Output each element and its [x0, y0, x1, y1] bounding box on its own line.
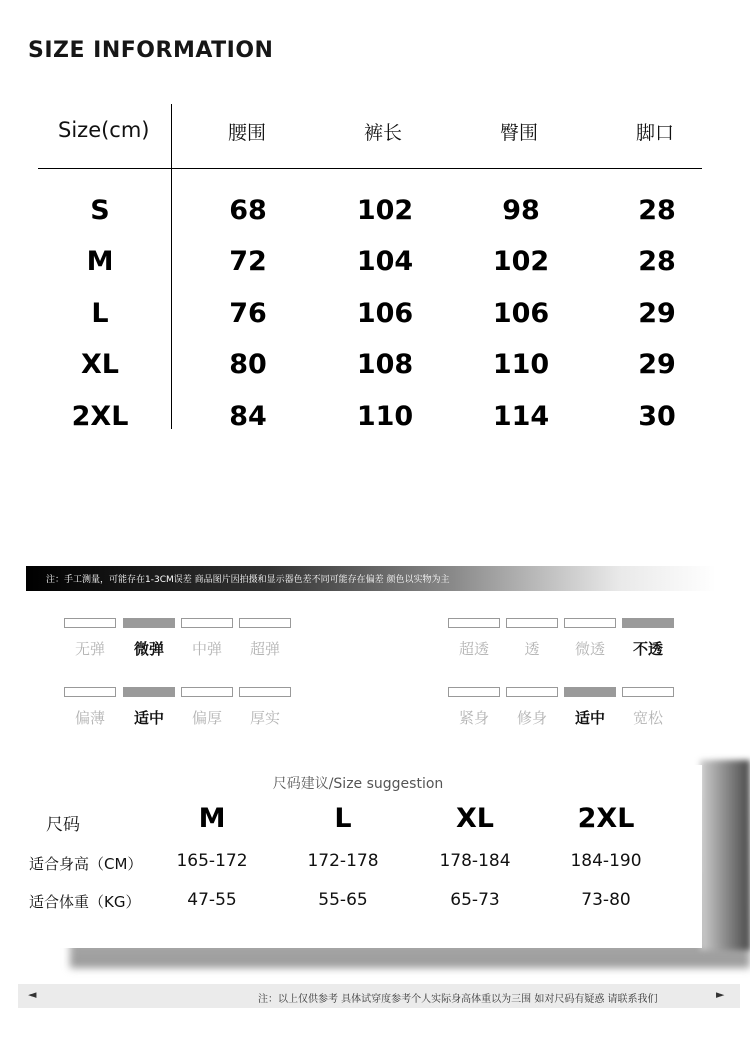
table-cell: 80: [229, 349, 267, 380]
elasticity-label: 无弹: [74, 640, 105, 658]
transparency-label: 微透: [574, 640, 605, 658]
suggestion-title: 尺码建议/Size suggestion: [272, 776, 444, 792]
transparency-label: 透: [524, 640, 540, 658]
table-cell: 106: [356, 298, 414, 329]
suggestion-size-label: 尺码: [46, 815, 80, 835]
thickness-label: 偏厚: [191, 709, 222, 727]
table-header-hip: 臀围: [500, 122, 539, 144]
fit-label: 紧身: [458, 709, 489, 727]
fit-indicator: [506, 687, 558, 697]
suggestion-size: L: [334, 803, 352, 834]
suggestion-height: 184-190: [570, 851, 642, 871]
table-cell: 104: [356, 246, 414, 277]
table-cell: 68: [229, 195, 267, 226]
thickness-indicator: [181, 687, 233, 697]
suggestion-weight-label: 适合体重（KG）: [29, 893, 141, 911]
suggestion-weight: 65-73: [450, 890, 500, 910]
fit-label: 修身: [516, 709, 547, 727]
table-row-label: M: [86, 246, 114, 277]
thickness-label: 偏薄: [74, 709, 105, 727]
table-cell: 28: [638, 246, 676, 277]
suggestion-weight: 47-55: [187, 890, 237, 910]
suggestion-weight: 55-65: [318, 890, 368, 910]
transparency-indicator: [448, 618, 500, 628]
fit-label-selected: 适中: [574, 709, 605, 727]
thickness-label: 厚实: [249, 709, 280, 727]
right-arrow-icon: ►: [716, 988, 725, 1001]
transparency-indicator: [506, 618, 558, 628]
transparency-indicator-selected: [622, 618, 674, 628]
table-header-length: 裤长: [364, 122, 403, 144]
thickness-label-selected: 适中: [133, 709, 164, 727]
footer-note: 注：以上仅供参考 具体试穿度参考个人实际身高体重以为三围 如对尺码有疑惑 请联系我们: [258, 994, 658, 1005]
elasticity-indicator: [181, 618, 233, 628]
thickness-indicator-selected: [123, 687, 175, 697]
table-row-label: L: [91, 298, 109, 329]
suggestion-height: 165-172: [176, 851, 248, 871]
table-cell: 114: [492, 401, 550, 432]
suggestion-size: 2XL: [577, 803, 635, 834]
transparency-label-selected: 不透: [632, 640, 663, 658]
suggestion-card-side-shadow: [700, 760, 750, 950]
fit-indicator: [448, 687, 500, 697]
elasticity-indicator-selected: [123, 618, 175, 628]
table-cell: 28: [638, 195, 676, 226]
table-cell: 106: [492, 298, 550, 329]
suggestion-height-label: 适合身高（CM）: [29, 855, 143, 873]
table-cell: 29: [638, 298, 676, 329]
suggestion-weight: 73-80: [581, 890, 631, 910]
page-title: SIZE INFORMATION: [28, 38, 274, 63]
table-header-size: Size(cm): [58, 118, 150, 142]
table-header-hem: 脚口: [636, 122, 675, 144]
fit-label: 宽松: [632, 709, 663, 727]
table-row-label: 2XL: [71, 401, 129, 432]
elasticity-indicator: [64, 618, 116, 628]
thickness-indicator: [239, 687, 291, 697]
elasticity-label-selected: 微弹: [133, 640, 164, 658]
suggestion-size: M: [198, 803, 226, 834]
fit-indicator: [622, 687, 674, 697]
suggestion-size: XL: [455, 803, 495, 834]
elasticity-label: 中弹: [191, 640, 222, 658]
table-row-label: S: [90, 195, 110, 226]
transparency-label: 超透: [458, 640, 489, 658]
table-cell: 98: [502, 195, 540, 226]
table-cell: 76: [229, 298, 267, 329]
table-cell: 84: [229, 401, 267, 432]
suggestion-height: 172-178: [307, 851, 379, 871]
table-cell: 110: [492, 349, 550, 380]
table-cell: 72: [229, 246, 267, 277]
table-horizontal-divider: [38, 168, 702, 169]
table-vertical-divider: [171, 104, 172, 429]
table-cell: 102: [356, 195, 414, 226]
table-cell: 30: [638, 401, 676, 432]
note-text: 注：手工测量，可能存在1-3CM误差 商品图片因拍摄和显示器色差不同可能存在偏差 颜色以实物为主: [46, 575, 450, 585]
table-cell: 110: [356, 401, 414, 432]
table-cell: 108: [356, 349, 414, 380]
elasticity-label: 超弹: [249, 640, 280, 658]
fit-indicator-selected: [564, 687, 616, 697]
transparency-indicator: [564, 618, 616, 628]
table-cell: 29: [638, 349, 676, 380]
left-arrow-icon: ◄: [28, 988, 37, 1001]
table-header-waist: 腰围: [228, 122, 267, 144]
elasticity-indicator: [239, 618, 291, 628]
table-row-label: XL: [80, 349, 120, 380]
suggestion-height: 178-184: [439, 851, 511, 871]
table-cell: 102: [492, 246, 550, 277]
thickness-indicator: [64, 687, 116, 697]
